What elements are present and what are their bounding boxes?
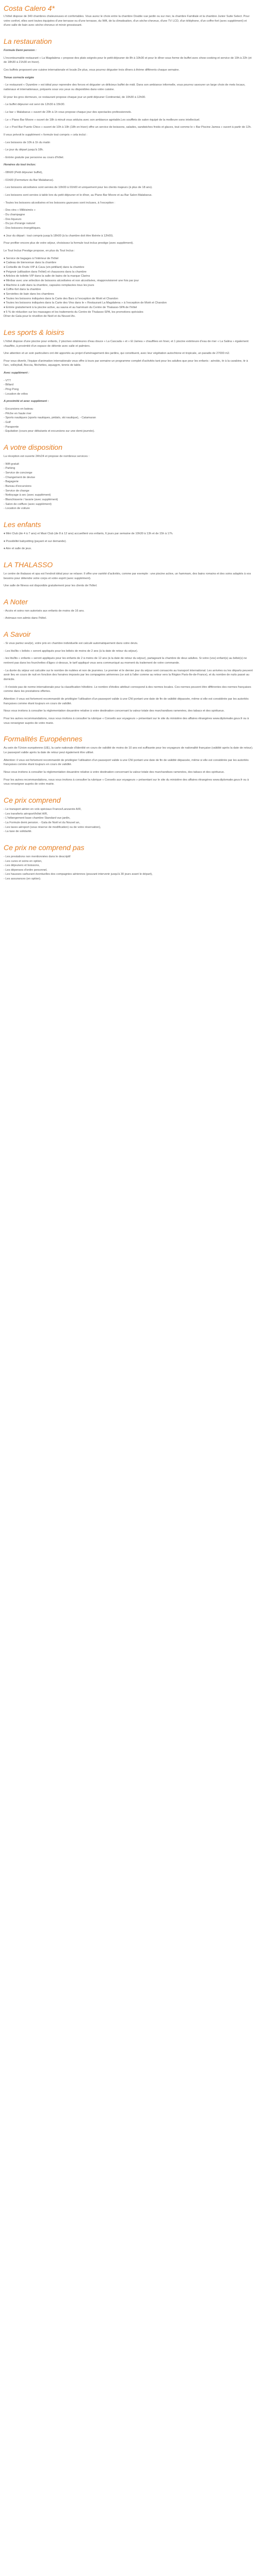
list-item: - Des boissons énergétiques. bbox=[4, 227, 41, 230]
sports-p8: A proximité et avec supplément : bbox=[4, 400, 49, 403]
hotel-description-page bbox=[0, 0, 258, 896]
hotel-title: Costa Calero 4* bbox=[4, 4, 55, 12]
restauration-p25: ♦ Jour du départ : tout compris jusqu'à 18h00 (à la chambre doit être libérée à 12h00). bbox=[4, 234, 114, 238]
section-title-prix-comprend: Ce prix comprend bbox=[4, 795, 61, 804]
list-item: ♦ Machine à café dans la chambre, capsules remplacées tous les jours bbox=[4, 283, 94, 287]
noter-section bbox=[4, 598, 254, 621]
restauration-p11: - Les boissons de 10h à 1h du matin bbox=[4, 141, 51, 144]
list-item: - L'hébergement base chambre Standard vue jardin, bbox=[4, 817, 71, 820]
restauration-p16: - 01h00 (Fermeture du Bar Malabarus). bbox=[4, 178, 54, 182]
restauration-p6: - Le buffet déjeuner est servi de 12h30 à 15h30. bbox=[4, 103, 66, 107]
restauration-p5: Et pour les gros dormeurs, ce restaurant propose chaque jour un petit déjeuner Continental, de 10h30 à 12h00. bbox=[4, 95, 146, 99]
sports-supplement-list bbox=[4, 379, 254, 397]
restauration-p17: - Les boissons alcoolisées sont servies de 10h00 à 01h00 et uniquement pour les clients majeurs (à plus de 18 ans). bbox=[4, 186, 153, 190]
noter-p0: - Accès et soins non autorisés aux enfants de moins de 16 ans. bbox=[4, 609, 85, 613]
enfants-p2: ♦ Aire et salle de jeux. bbox=[4, 547, 32, 551]
savoir-p2: - les lits/lits « enfants » seront appliqués pour les enfants de 2 à moins de 12 ans (à la date de retour du séjour), partageant la chambre de deux adultes. Si votre (vos) enfant(s) au bébé(s) ne rentrent pas dans les fourchettes d'âges ci-dessus, le tarif appliqué vous sera communiqué au moment du traitement de votre commande. bbox=[4, 657, 247, 665]
list-item: - Pêche en haute mer bbox=[4, 412, 31, 415]
prix-ne-comprend-section bbox=[4, 843, 254, 882]
list-item: - Wifi gratuit bbox=[4, 462, 19, 466]
section-title-disposition: A votre disposition bbox=[4, 443, 62, 451]
list-item: - VTT bbox=[4, 379, 11, 382]
list-item: ♦ Peignoir (utilisation dans l'hôtel) et chaussons dans la chambre bbox=[4, 270, 87, 274]
list-item: ♦ Cadeau de bienvenue dans la chambre bbox=[4, 261, 57, 265]
list-item: - Les transferts aéroport/hôtel A/R, bbox=[4, 812, 48, 816]
restauration-p27: Le Tout Inclus Prestige propose, en plus du Tout Inclus : bbox=[4, 249, 75, 252]
list-item: ♦ Service de bagages à l'intérieur de l'hôtel bbox=[4, 257, 59, 260]
intro-paragraph: L'hôtel dispose de 340 chambres chaleureuses et confortables. Vous aurez le choix entre la chambre Double vue jardin ou sur mer, la chambre Familiale et la chambre Junior Suite Select. Pour votre confort, elles sont toutes équipées d'une terrasse ou d'une terrasse, du Wifi, de la climatisation, d'un sèche-cheveux, d'une TV LCD, d'un téléphone, d'un coffre-fort (avec supplément) et d'une salle de bain avec sèche-cheveux et miroir grossissant. bbox=[4, 15, 250, 27]
thalasso-p0: Le centre de thalasso et spa est l'endroit idéal pour se relaxer. Il offre une variété d'activités, comme par exemple : une piscine active, un hammam, des bains romains et des soins adaptés à vos besoins pour détendre votre corps et votre esprit (avec supplément). bbox=[4, 572, 251, 580]
savoir-section bbox=[4, 630, 254, 725]
section-title-formalites: Formalités Européennes bbox=[4, 735, 83, 743]
list-item: - Le transport aérien en vols spéciaux France/Lanzarote A/R, bbox=[4, 807, 82, 811]
thalasso-p1: Une salle de fitness est disponible gratuitement pour les clients de l'hôtel. bbox=[4, 584, 98, 588]
sports-p2: Pour vous divertir, l'équipe d'animation internationale vous offre à tours par semaine un programme complet d'activités tant pour les adultes que pour les enfants : aérobic, tir à la carabine, tir à l'arc, volleyball, Boccia, fléchettes, aquagym, tennis de table. bbox=[4, 359, 248, 367]
thalasso-section bbox=[4, 561, 254, 588]
enfants-p1: ♦ Possibilité babysitting (payant et sur demande). bbox=[4, 539, 67, 543]
list-item: ♦ Articles de toilette VIP dans la salle de bains de la marque Clarins bbox=[4, 275, 90, 278]
list-item: - Equitation (cours pour débutants et excursions sur une demi-journée). bbox=[4, 430, 95, 433]
list-item: - Les hausses carburant éventuelles des compagnies aériennes (pouvant intervenir jusqu'à 30 jours avant le départ), bbox=[4, 873, 153, 876]
sports-nearby-list bbox=[4, 407, 254, 434]
section-title-thalasso: LA THALASSO bbox=[4, 560, 53, 569]
restauration-p0: Formule Demi pension : bbox=[4, 48, 37, 52]
list-item: - Blanchisserie / lavarie (avec supplément) bbox=[4, 498, 58, 501]
prestige-list bbox=[4, 257, 254, 319]
section-title-noter: A Noter bbox=[4, 597, 28, 606]
restauration-p19: - Toutes les boissons alcoolisées et les boissons gazeuses sont incluses, à l'exception : bbox=[4, 201, 116, 205]
list-item: - Location de voiture bbox=[4, 507, 30, 511]
list-item: ♦ Toutes les boissons indiquées dans la Carte des Vins dans le « Restaurant La Magdalena » à l'exception de Moët et Chandon bbox=[4, 301, 167, 305]
section-title-prix-ne-comprend: Ce prix ne comprend pas bbox=[4, 843, 85, 852]
list-item: - Bureau d'excursions bbox=[4, 484, 31, 488]
list-item: ♦ Coffre-fort dans la chambre bbox=[4, 288, 41, 292]
restauration-p12: - Le jour du départ jusqu'à 18h. bbox=[4, 148, 44, 152]
restauration-p2: Ces buffets proposent une cuisine internationale et locale.De plus, vous pourrez déguster trois dîners à thème différents chaque semaine. bbox=[4, 68, 180, 72]
list-item: - Bagagerie bbox=[4, 480, 19, 484]
savoir-p0: - Si vous partez seul(e), votre prix en chambre individuelle est calculé automatiquement dans votre devis. bbox=[4, 642, 138, 646]
sports-section bbox=[4, 328, 254, 434]
list-item: - Nettoyage à sec (avec supplément) bbox=[4, 494, 51, 497]
savoir-p4: - Il n'existe pas de norme internationale pour la classification hôtelière. Le nombre d'étoiles attribué correspond à des normes locales. Ces normes peuvent être différentes des normes françaises comme dans les prestations offertes. bbox=[4, 685, 251, 693]
formalites-p3: Pour les autres recommandations, nous vous invitons à consulter la rubrique « Conseils aux voyageurs » présentant sur le site du ministère des affaires étrangères www.diplomatie.gouv.fr ou à vous renseigner auprès de votre mairie. bbox=[4, 778, 249, 786]
formalites-p2: Nous vous invitons à consulter la réglementation douanière relative à votre destination concernant la valeur totale des marchandises ramenées, des tabacs et des spiritueux. bbox=[4, 770, 225, 774]
list-item: - Parking bbox=[4, 467, 15, 470]
savoir-p6: Nous vous invitons à consulter la réglementation douanière relative à votre destination concernant la valeur totale des marchandises ramenées, des tabacs et des spiritueux. bbox=[4, 709, 225, 713]
list-item: - La Formule demi pension. - Gala de Noël et du Nouvel an, bbox=[4, 821, 80, 824]
prix-ne-comprend-list bbox=[4, 855, 254, 882]
section-title-restauration: La restauration bbox=[4, 37, 52, 45]
section-title-sports: Les sports & loisirs bbox=[4, 328, 64, 336]
list-item: - Location de vélos bbox=[4, 392, 28, 396]
enfants-p0: ♦ Mini Club (de 4 à 7 ans) et Maxi Club (de 8 à 12 ans) accueillent vos enfants, 6 jours par semaine de 10h30 à 13h et de 15h à 17h. bbox=[4, 532, 173, 535]
list-item: - Sports nautiques (sports nautiques, pédalo, ski nautique), - Catamaran bbox=[4, 416, 96, 420]
formalites-p1: Attention: il vous est fortement recommandé de privilégier l'utilisation d'un passeport valide à une CNI portant une date de fin de validité dépassée, même si elle est considérée par les autorités françaises comme étant toujours en cours de validité. bbox=[4, 758, 249, 767]
list-item: - Service de concierge bbox=[4, 471, 33, 474]
list-item: - Golf bbox=[4, 421, 11, 425]
savoir-p1: - Les lits/lits « bébés » seront appliqués pour les bébés de moins de 2 ans (à la date de retour du séjour). bbox=[4, 649, 138, 653]
list-item: - Excursions en bateau bbox=[4, 408, 34, 411]
list-item: - Billard bbox=[4, 383, 13, 387]
list-item: - La taxe de solidarité. bbox=[4, 830, 33, 834]
savoir-p5: Attention: il vous est fortement recommandé de privilégier l'utilisation d'un passeport valide à une CNI portant une date de fin de validité dépassée, même si elle est considérée par les autorités françaises comme étant toujours en cours de validité. bbox=[4, 698, 249, 705]
enfants-section bbox=[4, 520, 254, 551]
prix-comprend-section bbox=[4, 796, 254, 834]
list-item: ♦ Minibar avec une sélection de boissons alcoolisées et non alcoolisées, réapprovisionné une fois par jour bbox=[4, 279, 139, 282]
list-item: - Service de change bbox=[4, 489, 29, 493]
section-title-enfants: Les enfants bbox=[4, 520, 41, 529]
restauration-p4: - Le restaurant « Oyambre » est idéal pour reprendre des forces et déguster un délicieux buffet de midi. Dans son ambiance informelle, vous pourrez savourer un large choix de mets locaux, nationaux et internationaux, préparés sous vos yeux ou disponibles dans votre cuisine. bbox=[4, 83, 246, 91]
sports-p1: Une attention et un soin particuliers ont été apportés au projet d'aménagement des jardins, qui constituent, avec leur végétation autochtone et tropicale, un paradis de 27000 m2. bbox=[4, 352, 230, 355]
restauration-p8: - Le « Piano Bar Moore » ouvert de 18h à minuit vous séduira avec son ambiance agréable.Les soufflets de salon équipé de la meilleure sono intellectuel. bbox=[4, 118, 200, 122]
restauration-p1: L'incontournable restaurant « La Magdalena » propose des plats soignés pour le petit-déjeuner de 8h à 10h30 et pour le dîner sous forme de buffet avec show cooking et service de 19h à 22h (et de 18h30 à 21h30 en hiver). bbox=[4, 56, 252, 64]
disposition-section bbox=[4, 443, 254, 511]
list-item: - Changement de devise bbox=[4, 476, 35, 479]
list-item: ♦ Toutes les boissons indiquées dans la Carte des Bars à l'exception de Moët et Chandon bbox=[4, 297, 118, 300]
list-item: - Parapente bbox=[4, 425, 19, 429]
restauration-p13: - Entrée gratuite par personne au cours d'hôtel. bbox=[4, 156, 64, 159]
restauration-p26: Pour profiter encore plus de votre séjour, choisissez la formule tout inclus prestige (avec supplément). bbox=[4, 242, 134, 245]
list-item: Dîner de Gala pour le réveillon de Noël et du Nouvel An. bbox=[4, 315, 76, 318]
formalites-p0: Au sein de l'Union européenne (UE), la carte nationale d'identité en cours de validité de moins de 10 ans est suffisante pour les voyageurs de nationalité française (validité après la date de retour). Le passeport valide après la date de retour peut également être utilisé. bbox=[4, 747, 253, 754]
list-item: - Du champagne bbox=[4, 213, 25, 217]
formalites-section bbox=[4, 735, 254, 787]
list-item: ♦ Corbeille de Fruits VIP & Cava (vin pétillant) dans la chambre bbox=[4, 265, 85, 269]
list-item: - Les déjeuners et boissons, bbox=[4, 864, 40, 868]
list-item: - Ping Pong bbox=[4, 388, 19, 392]
list-item: - Salon de coiffure (avec supplément) bbox=[4, 502, 52, 506]
restauration-p15: - 08h00 (Petit déjeuner buffet), bbox=[4, 171, 43, 175]
list-item: - Des vins « Millésimés » bbox=[4, 209, 36, 212]
noter-p1: - Animaux non admis dans l'hôtel. bbox=[4, 617, 47, 620]
restauration-p7: - Le bar « Malabarus » ouvert de 20h à 1h vous propose chaque jour des spectacles professionnels. bbox=[4, 110, 132, 114]
section-title-savoir: A Savoir bbox=[4, 630, 31, 639]
list-item: - Les dépenses d'ordre personnel, bbox=[4, 868, 47, 872]
disposition-services-list bbox=[4, 462, 254, 511]
restauration-p14: Horaires du tout inclus: bbox=[4, 163, 36, 167]
restauration-section bbox=[4, 37, 254, 319]
disposition-p0: La réception est ouverte 24h/24 et propose de nombreux services : bbox=[4, 455, 90, 458]
list-item: - Les prestations non mentionnées dans le descriptif bbox=[4, 855, 71, 858]
restauration-exceptions-list bbox=[4, 208, 254, 230]
restauration-p18: - Les boissons sont servies à table lors du petit déjeuner et le dîner, au Piano Bar Moore et au Bar Salon Malabarus. bbox=[4, 194, 152, 197]
list-item: - Les assurances (en option). bbox=[4, 877, 41, 881]
sports-p0: L'hôtel dispose d'une piscine pour enfants, 2 piscines extérieures d'eau douce « La Cascada » et « El Jamea » chauffées en hiver, et 1 piscine extérieure d'eau de mer « La Salina » également chauffée, à proximité d'un espace de détente avec salle et palmiers. bbox=[4, 340, 249, 348]
restauration-p10: Il vous prévoit le supplément « formule tout compris » cela inclut : bbox=[4, 133, 87, 137]
restauration-p3: Tenue correcte exigée bbox=[4, 76, 34, 79]
savoir-p3: - La durée du séjour est calculée sur le nombre de nuitées et non de journées. Le premier et le dernier jour du séjour sont consacrés au transport international. Les arrivées ou les départs peuvent avoir lieu en cours de nuit en fonction des horaires imposés par les compagnies aériennes (ce soit à l'aller comme au retour vers la Région Paris-Ile-de-France), et du nombre de nuits passé au domicile. bbox=[4, 669, 253, 682]
intro-section bbox=[4, 14, 254, 28]
list-item: ♦ Serviettes de bain dans les chambres bbox=[4, 292, 54, 296]
restauration-p9: - Le « Pool Bar Puerto Chico » ouvert de 10h à 19h (18h en hiver) offre un service de boissons, salades, sandwiches froids et glaces, tout comme le « Bar Piscine Jamea » ouvert à partir de 12h. bbox=[4, 126, 252, 129]
list-item: - Les cures et soins en option, bbox=[4, 859, 42, 863]
savoir-p7: Pour les autres recommandations, nous vous invitons à consulter la rubrique « Conseils aux voyageurs » présentant sur le site du ministère des affaires étrangères www.diplomatie.gouv.fr ou à vous renseigner auprès de votre marie. bbox=[4, 717, 249, 725]
list-item: - Du jus d'orange naturel bbox=[4, 222, 36, 226]
list-item: ♦ 5 % de réduction sur les massages et les traitements du Centre de Thalasso-SPA, les promotions spéciales bbox=[4, 310, 143, 314]
list-item: ♦ Entrée gratuitement à la piscine active, au sauna et au hammam du Centre de Thalasso-SPA de l'hôtel bbox=[4, 306, 137, 309]
sports-p3: Avec supplément : bbox=[4, 371, 29, 375]
list-item: - Les taxes aéroport (sous réserve de modification) ou de votre réservation), bbox=[4, 825, 101, 829]
prix-comprend-list bbox=[4, 807, 254, 834]
list-item: - Des liqueurs bbox=[4, 217, 22, 221]
